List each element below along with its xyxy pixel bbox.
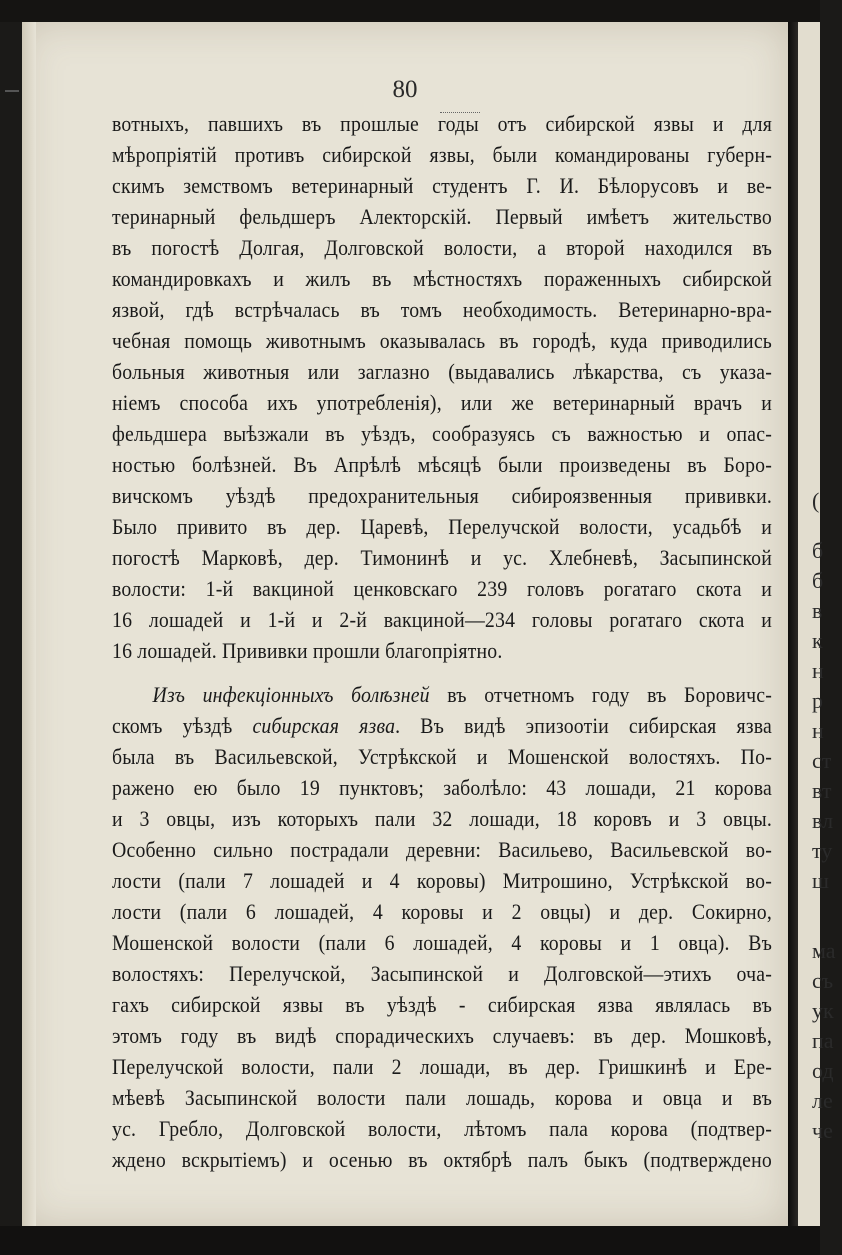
text-line: мѣевѣ Засыпинской волости пали лошадь, корова и овца и въ (112, 1085, 772, 1110)
page-edge-shadow (22, 22, 36, 1226)
text-line: волости: 1-й вакциной ценковскаго 239 головъ рогатаго скота и (112, 576, 772, 601)
text-line: лости (пали 6 лошадей, 4 коровы и 2 овцы) и дер. Сокирно, (112, 899, 772, 924)
text-line: была въ Васильевской, Устрѣкской и Мошенской волостяхъ. По- (112, 744, 772, 769)
next-page-fragment: ту (812, 838, 833, 863)
text-line: въ погостѣ Долгая, Долговской волости, а второй находился въ (112, 235, 772, 260)
text-line: вичскомъ уѣздѣ предохранительныя сибироязвенныя прививки. (112, 483, 772, 508)
next-page-fragment: б (812, 538, 824, 563)
next-page-fragment: ук (812, 998, 834, 1023)
text-line: волостяхъ: Перелучской, Засыпинской и Долговской—этихъ оча- (112, 961, 772, 986)
next-page-fragment: съ (812, 968, 834, 993)
text-line: гахъ сибирской язвы въ уѣздѣ - сибирская язва являлась въ (112, 992, 772, 1017)
text-line: скимъ земствомъ ветеринарный студентъ Г. И. Бѣлорусовъ и ве- (112, 173, 772, 198)
next-page-fragment: ш (812, 868, 829, 893)
scan-background-bottom (0, 1226, 820, 1255)
scan-background-top (0, 0, 820, 22)
paragraph-2-second-line (112, 710, 772, 741)
book-gutter (788, 22, 798, 1226)
next-page-fragment: ле (812, 1088, 833, 1113)
text-line: вотныхъ, павшихъ въ прошлые годы отъ сибирской язвы и для (112, 111, 772, 136)
text-line: язвой, гдѣ встрѣчалась въ томъ необходимость. Ветеринарно-вра- (112, 297, 772, 322)
next-page-edge (798, 22, 836, 1226)
text-line: 16 лошадей. Прививки прошли благопріятно. (112, 638, 503, 663)
text-line: чебная помощь животнымъ оказывалась въ городѣ, куда приводились (112, 328, 772, 353)
text-line: ждено вскрытіемъ) и осенью въ октябрѣ палъ быкъ (подтверждено (112, 1147, 772, 1172)
text-line: лости (пали 7 лошадей и 4 коровы) Митрошино, Устрѣкской во- (112, 868, 772, 893)
next-page-fragment: од (812, 1058, 834, 1083)
text-line: и 3 овцы, изъ которыхъ пали 32 лошади, 18 коровъ и 3 овцы. (112, 806, 772, 831)
text-run: въ отчетномъ году въ Боровичс- (429, 682, 772, 707)
text-line: теринарный фельдшеръ Алекторскій. Первый имѣетъ жительство (112, 204, 772, 229)
page-number: 80 (392, 76, 418, 103)
next-page-fragment: ( (812, 488, 820, 513)
text-line: больныя животныя или заглазно (выдавались лѣкарства, съ указа- (112, 359, 772, 384)
next-page-fragment: н (812, 718, 824, 743)
paragraph-1 (112, 108, 772, 666)
text-line: ніемъ способа ихъ употребленія), или же ветеринарный врачъ и (112, 390, 772, 415)
text-line: 16 лошадей и 1-й и 2-й вакциной—234 головы рогатаго скота и (112, 607, 772, 632)
text-run: . Въ видѣ эпизоотіи сибирская язва (395, 713, 772, 738)
text-line: Мошенской волости (пали 6 лошадей, 4 коровы и 1 овца). Въ (112, 930, 772, 955)
text-line: Особенно сильно пострадали деревни: Васильево, Васильевской во- (112, 837, 772, 862)
next-page-fragment: че (812, 1118, 833, 1143)
text-line: ражено ею было 19 пунктовъ; заболѣло: 43 лошади, 21 корова (112, 775, 772, 800)
next-page-fragment: р (812, 688, 823, 713)
next-page-fragment: н (812, 658, 824, 683)
text-line: ус. Гребло, Долговской волости, лѣтомъ пала корова (подтвер- (112, 1116, 772, 1141)
next-page-fragment: ст (812, 748, 832, 773)
text-line: командировкахъ и жилъ въ мѣстностяхъ пораженныхъ сибирской (112, 266, 772, 291)
text-line: этомъ году въ видѣ спорадическихъ случаевъ: въ дер. Мошковѣ, (112, 1023, 772, 1048)
next-page-fragment: па (812, 1028, 834, 1053)
italic-term: сибирская язва (252, 713, 396, 738)
text-line: Перелучской волости, пали 2 лошади, въ дер. Гришкинѣ и Ере- (112, 1054, 772, 1079)
text-run: скомъ уѣздѣ (112, 713, 253, 738)
next-page-fragment: вл (812, 808, 834, 833)
text-line: погостѣ Марковѣ, дер. Тимонинѣ и ус. Хлебневѣ, Засыпинской (112, 545, 772, 570)
next-page-fragment: в (812, 598, 823, 623)
next-page-fragment: б (812, 568, 824, 593)
next-page-fragment: ма (812, 938, 836, 963)
next-page-fragment: вт (812, 778, 832, 803)
text-line: фельдшера выѣзжали въ уѣздъ, сообразуясь съ важностью и опас- (112, 421, 772, 446)
text-line: ностью болѣзней. Въ Апрѣлѣ мѣсяцѣ были произведены въ Боро- (112, 452, 772, 477)
text-line: Было привито въ дер. Царевѣ, Перелучской волости, усадьбѣ и (112, 514, 772, 539)
text-line: мѣропріятій противъ сибирской язвы, были командированы губерн- (112, 142, 772, 167)
margin-mark (5, 90, 19, 92)
paragraph-2-first-line (112, 679, 772, 710)
body-text (112, 108, 772, 1175)
next-page-fragment: к (812, 628, 823, 653)
italic-heading: Изъ инфекціонныхъ болѣзней (152, 682, 430, 707)
paragraph-2 (112, 741, 772, 1175)
